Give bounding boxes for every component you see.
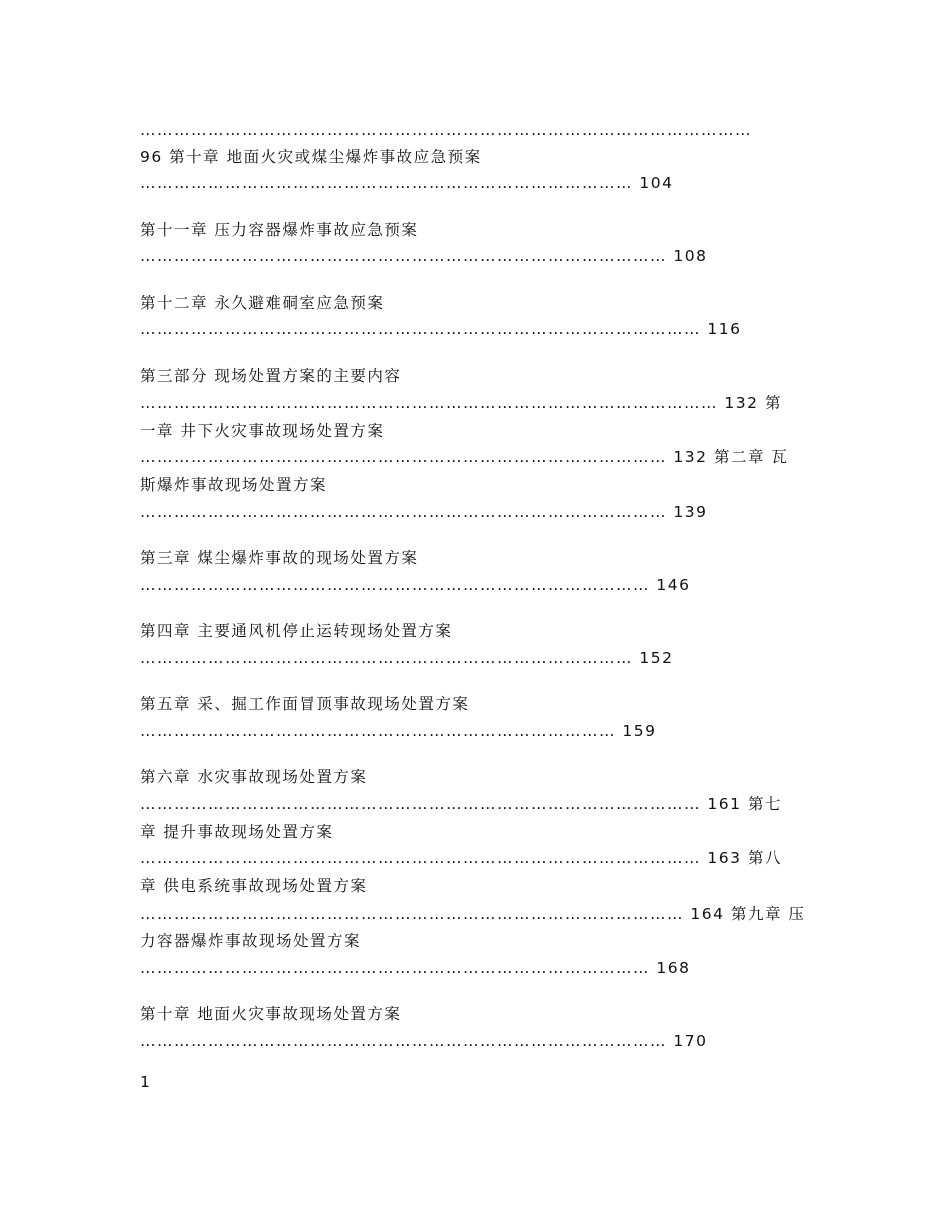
toc-leader-line: ………………………………………………………………………………… 132 第二章 瓦 (140, 448, 789, 466)
toc-leader-line: ………………………………………………………………………………… 170 (140, 1032, 708, 1050)
toc-entry-title: 第十章 地面火灾事故现场处置方案 (140, 1005, 402, 1023)
toc-leader-line: ……………………………………………………………………………………………… (140, 121, 752, 139)
toc-leader-line: ………………………………………………………………………………………… 132 第 (140, 394, 782, 412)
toc-leader-line: …………………………………………………………………………………… 164 第九章 压 (140, 905, 806, 923)
page-number: 1 (140, 1073, 150, 1091)
toc-entry-title: 第十二章 永久避难硐室应急预案 (140, 294, 385, 312)
toc-leader-line: ………………………………………………………………………… 159 (140, 722, 657, 740)
toc-leader-line: ………………………………………………………………………………… 108 (140, 247, 708, 265)
toc-entry-title: 斯爆炸事故现场处置方案 (140, 476, 328, 494)
toc-leader-line: ……………………………………………………………………………… 146 (140, 576, 691, 594)
toc-leader-line: …………………………………………………………………………… 152 (140, 649, 674, 667)
toc-entry-title: 第六章 水灾事故现场处置方案 (140, 768, 368, 786)
toc-leader-line: …………………………………………………………………………… 104 (140, 174, 674, 192)
toc-entry-title: 第五章 采、掘工作面冒顶事故现场处置方案 (140, 695, 470, 713)
toc-entry-title: 第四章 主要通风机停止运转现场处置方案 (140, 622, 453, 640)
toc-leader-line: ……………………………………………………………………………… 168 (140, 959, 691, 977)
toc-entry-title: 章 供电系统事故现场处置方案 (140, 877, 368, 895)
toc-entry-title: 第三部分 现场处置方案的主要内容 (140, 367, 402, 385)
toc-entry-title: 第十一章 压力容器爆炸事故应急预案 (140, 221, 419, 239)
toc-entry-title: 96 第十章 地面火灾或煤尘爆炸事故应急预案 (140, 148, 482, 166)
toc-leader-line: ………………………………………………………………………………… 139 (140, 503, 708, 521)
toc-entry-title: 一章 井下火灾事故现场处置方案 (140, 422, 385, 440)
toc-leader-line: ……………………………………………………………………………………… 161 第七 (140, 795, 782, 813)
toc-entry-title: 章 提升事故现场处置方案 (140, 823, 334, 841)
toc-entry-title: 力容器爆炸事故现场处置方案 (140, 932, 362, 950)
toc-entry-title: 第三章 煤尘爆炸事故的现场处置方案 (140, 549, 419, 567)
toc-leader-line: ……………………………………………………………………………………… 116 (140, 320, 742, 338)
toc-leader-line: ……………………………………………………………………………………… 163 第八 (140, 849, 782, 867)
